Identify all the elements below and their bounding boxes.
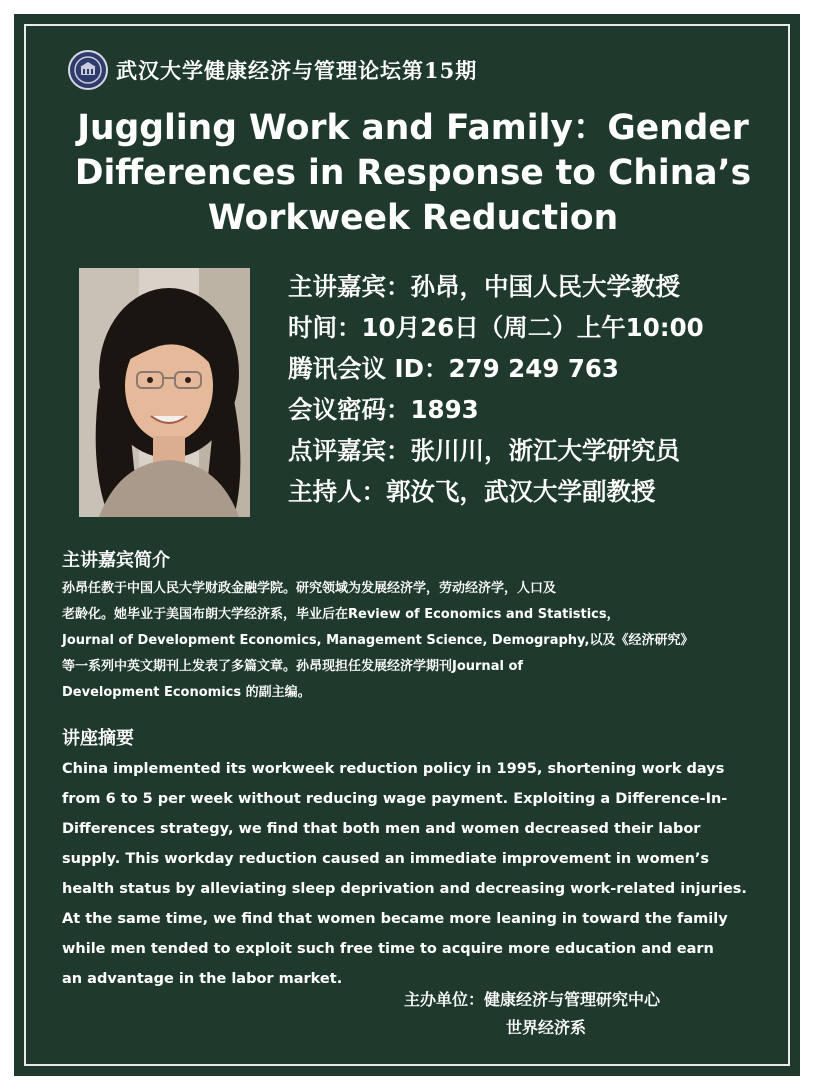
abstract-line: At the same time, we find that women became more leaning in toward the family bbox=[62, 911, 728, 927]
abstract-line: China implemented its workweek reduction policy in 1995, shortening work days bbox=[62, 761, 725, 777]
detail-speaker: 主讲嘉宾：孙昂，中国人民大学教授 bbox=[288, 272, 680, 301]
organizer-block bbox=[404, 986, 660, 1042]
lecture-title-line: Workweek Reduction bbox=[207, 198, 619, 238]
abstract-heading: 讲座摘要 bbox=[62, 728, 134, 749]
abstract-line: while men tended to exploit such free time to acquire more education and earn bbox=[62, 941, 714, 957]
bio-heading: 主讲嘉宾简介 bbox=[62, 550, 170, 571]
bio-line: 孙昂任教于中国人民大学财政金融学院。研究领域为发展经济学，劳动经济学，人口及 bbox=[62, 581, 557, 596]
detail-meeting-password: 会议密码：1893 bbox=[288, 395, 479, 424]
forum-series-title: 武汉大学健康经济与管理论坛第15期 bbox=[116, 58, 478, 83]
speaker-photo bbox=[79, 268, 250, 517]
lecture-title-line: Differences in Response to China’s bbox=[74, 153, 752, 193]
bio-line: 等一系列中英文期刊上发表了多篇文章。孙昂现担任发展经济学期刊Journal of bbox=[62, 659, 524, 674]
organizer-unit: 健康经济与管理研究中心 bbox=[484, 990, 661, 1009]
lecture-title-line: Juggling Work and Family：Gender bbox=[77, 108, 749, 148]
abstract-line: supply. This workday reduction caused an immediate improvement in women’s bbox=[62, 851, 710, 867]
detail-meeting-id: 腾讯会议 ID：279 249 763 bbox=[288, 354, 619, 383]
organizer-label: 主办单位： bbox=[404, 990, 485, 1009]
bio-line: 老龄化。她毕业于美国布朗大学经济系，毕业后在Review of Economics and Statistics， bbox=[62, 607, 620, 622]
organizer-unit: 世界经济系 bbox=[506, 1018, 587, 1037]
poster-header bbox=[68, 50, 477, 90]
detail-time: 时间：10月26日（周二）上午10:00 bbox=[288, 313, 704, 342]
university-logo-icon bbox=[68, 50, 108, 90]
bio-line: Journal of Development Economics, Management Science, Demography,以及《经济研究》 bbox=[62, 633, 694, 648]
speaker-bio bbox=[62, 576, 762, 706]
lecture-title bbox=[40, 106, 786, 241]
abstract-line: an advantage in the labor market. bbox=[62, 971, 343, 987]
detail-host: 主持人：郭汝飞，武汉大学副教授 bbox=[288, 477, 656, 506]
lecture-abstract bbox=[62, 754, 762, 994]
abstract-line: health status by alleviating sleep deprivation and decreasing work-related injuries. bbox=[62, 881, 747, 897]
event-details bbox=[288, 266, 704, 512]
detail-discussant: 点评嘉宾：张川川，浙江大学研究员 bbox=[288, 436, 680, 465]
abstract-line: Differences strategy, we find that both men and women decreased their labor bbox=[62, 821, 701, 837]
abstract-line: from 6 to 5 per week without reducing wage payment. Exploiting a Difference-In- bbox=[62, 791, 728, 807]
bio-line: Development Economics 的副主编。 bbox=[62, 685, 311, 700]
